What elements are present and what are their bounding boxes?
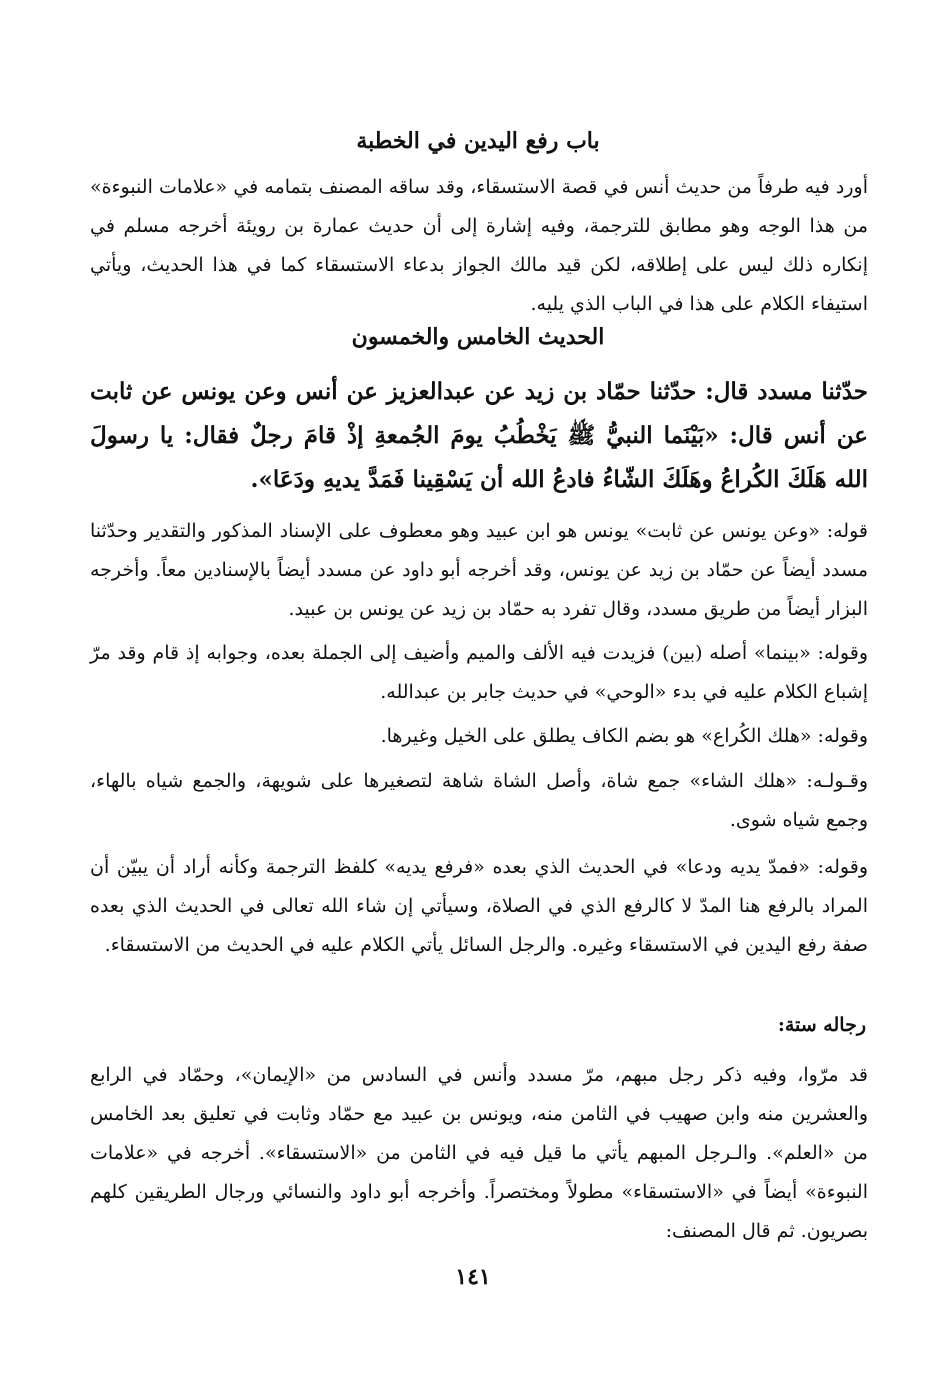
- commentary-paragraph: وقوله: «هلك الكُراع» هو بضم الكاف يطلق على الخيل وغيرها.: [380, 725, 868, 747]
- hadith-text: حدّثنا مسدد قال: حدّثنا حمّاد بن زيد عن عبدالعزيز عن أنس وعن يونس عن ثابت عن أنس قال: «بَيْنَما النبيُّ ﷺ يَخْطُبُ يومَ الجُمعةِ إذْ قامَ رجلٌ فقال: يا رسولَ الله هَلَكَ الكُراعُ وهَلَكَ الشّاءُ فادعُ الله أن يَسْقِينا فَمَدَّ يديهِ ودَعَا».: [90, 378, 868, 493]
- commentary-paragraph: وقوله: «فمدّ يديه ودعا» في الحديث الذي بعده «فرفع يديه» كلفظ الترجمة وكأنه أراد أن يبيّن أن المراد بالرفع هنا المدّ لا كالرفع الذي في الصلاة، وسيأتي إن شاء الله تعالى في الحديث الذي بعده صفة رفع اليدين في الاستسقاء وغيره. والرجل السائل يأتي الكلام عليه في الحديث من الاستسقاء.: [90, 856, 868, 956]
- commentary-paragraph: قوله: «وعن يونس عن ثابت» يونس هو ابن عبيد وهو معطوف على الإسناد المذكور والتقدير وحدّثنا مسدد أيضاً عن حمّاد بن زيد عن يونس، وقد أخرجه أبو داود عن مسدد أيضاً بالإسنادين معاً. وأخرجه البزار أيضاً من طريق مسدد، وقال تفرد به حمّاد بن زيد عن يونس بن عبيد.: [90, 520, 868, 620]
- commentary-paragraph: وقـولـه: «هلك الشاء» جمع شاة، وأصل الشاة شاهة لتصغيرها على شويهة، والجمع شياه بالهاء، وجمع شياه شوى.: [90, 770, 868, 831]
- commentary-paragraph: وقوله: «بينما» أصله (بين) فزيدت فيه الألف والميم وأضيف إلى الجملة بعده، وجوابه إذ قام وقد مرّ إشباع الكلام عليه في بدء «الوحي» في حديث جابر بن عبدالله.: [90, 642, 868, 703]
- hadith-title: الحديث الخامس والخمسون: [351, 324, 605, 350]
- chapter-title: باب رفع اليدين في الخطبة: [356, 128, 600, 154]
- narrators-label: رجاله ستة:: [777, 1014, 866, 1036]
- intro-paragraph: أورد فيه طرفاً من حديث أنس في قصة الاستسقاء، وقد ساقه المصنف بتمامه في «علامات النبوءة» من هذا الوجه وهو مطابق للترجمة، وفيه إشارة إلى أن حديث عمارة بن رويئة أخرجه مسلم في إنكاره ذلك ليس على إطلاقه، لكن قيد مالك الجواز بدعاء الاستسقاء كما في هذا الحديث، ويأتي استيفاء الكلام على هذا في الباب الذي يليه.: [90, 176, 868, 315]
- narrators-paragraph: قد مرّوا، وفيه ذكر رجل مبهم، مرّ مسدد وأنس في السادس من «الإيمان»، وحمّاد في الرابع والعشرين منه وابن صهيب في الثامن منه، ويونس بن عبيد مع حمّاد وثابت في تعليق بعد الخامس من «العلم». والـرجل المبهم يأتي ما قيل فيه في الثامن من «الاستسقاء». أخرجه في «علامات النبوءة» أيضاً في «الاستسقاء» مطولاً ومختصراً. وأخرجه أبو داود والنسائي ورجال الطريقين كلهم بصريون. ثم قال المصنف:: [90, 1064, 868, 1242]
- page-number: ١٤١: [455, 1264, 491, 1290]
